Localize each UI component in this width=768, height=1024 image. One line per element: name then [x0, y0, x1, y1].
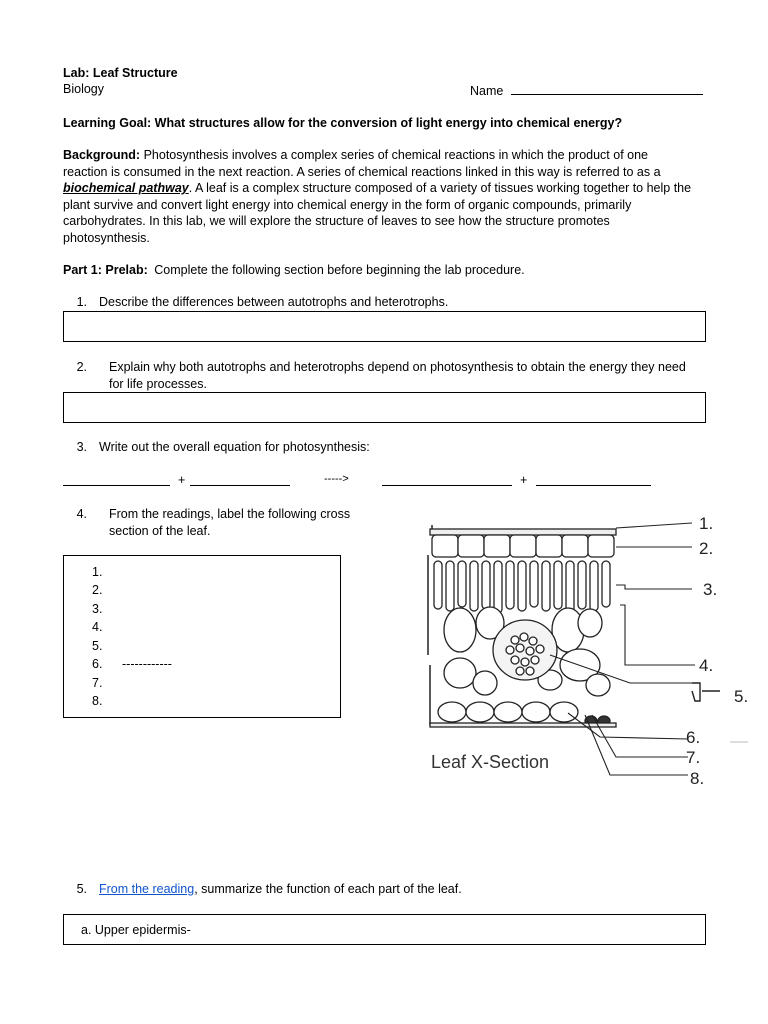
background-label: Background: — [63, 148, 141, 162]
learning-goal: Learning Goal: What structures allow for the conversion of light energy into chemical energy? — [63, 116, 623, 130]
diagram-caption: Leaf X-Section — [431, 752, 550, 772]
diagram-label-3: 3. — [703, 580, 718, 599]
summary-table-row[interactable] — [63, 914, 706, 945]
question-2-text: Explain why both autotrophs and heterotrophs depend on photosynthesis to obtain the energy they need for life processes. — [109, 360, 686, 391]
question-5-text: , summarize the function of each part of the leaf. — [194, 882, 462, 896]
diagram-label-4: 4. — [699, 656, 714, 675]
biochemical-pathway-term: biochemical pathway — [63, 181, 189, 195]
label-item-6: 6. — [92, 657, 103, 671]
name-field[interactable] — [511, 82, 703, 95]
plus-sign-1: + — [178, 473, 186, 487]
label-item-8: 8. — [92, 694, 103, 708]
label-item-1: 1. — [92, 565, 103, 579]
question-5-number: 5. — [76, 882, 87, 896]
label-item-7: 7. — [92, 676, 103, 690]
part1-label: Part 1: Prelab: — [63, 263, 148, 277]
answer-box-2[interactable] — [63, 392, 706, 423]
from-the-reading-link[interactable]: From the reading — [99, 882, 195, 896]
question-2 — [63, 359, 703, 392]
diagram-label-5: 5. — [734, 687, 749, 706]
question-4 — [63, 506, 383, 539]
question-2-number: 2. — [76, 360, 87, 374]
label-item-6-note: ------------ — [122, 657, 172, 671]
question-4-number: 4. — [76, 507, 87, 521]
part1-heading — [63, 263, 525, 277]
background-paragraph — [63, 147, 693, 246]
question-1-text: Describe the differences between autotrophs and heterotrophs. — [99, 295, 449, 309]
answer-box-1[interactable] — [63, 311, 706, 342]
upper-epidermis-item: a. Upper epidermis- — [81, 923, 191, 937]
question-3-number: 3. — [76, 440, 87, 454]
question-3 — [63, 440, 370, 454]
question-5 — [63, 882, 462, 896]
question-1-number: 1. — [76, 295, 87, 309]
question-3-text: Write out the overall equation for photosynthesis: — [99, 440, 370, 454]
subject: Biology — [63, 82, 104, 96]
reactant-1-blank[interactable] — [63, 485, 170, 486]
label-item-2: 2. — [92, 583, 103, 597]
part1-text: Complete the following section before beginning the lab procedure. — [154, 263, 525, 277]
label-item-5: 5. — [92, 639, 103, 653]
product-2-blank[interactable] — [536, 485, 651, 486]
diagram-label-1: 1. — [699, 514, 714, 533]
label-list-box[interactable] — [63, 555, 341, 718]
leaf-cross-section-diagram — [420, 505, 760, 795]
lab-title: Lab: Leaf Structure — [63, 66, 178, 80]
yields-arrow: -----> — [324, 473, 349, 485]
name-row — [470, 82, 703, 98]
reactant-2-blank[interactable] — [190, 485, 290, 486]
diagram-label-7: 7. — [686, 748, 701, 767]
plus-sign-2: + — [520, 473, 528, 487]
question-1 — [63, 295, 448, 309]
background-text-2: . A leaf is a complex structure composed of a variety of tissues working together to help the plant survive and convert light energy into chemical energy in the form of organic compounds, primarily carbohydrates. In this lab, we will explore the structure of leaves to see how the structure promotes photosynthesis. — [63, 181, 692, 245]
label-item-4: 4. — [92, 620, 103, 634]
diagram-label-8: 8. — [690, 769, 705, 788]
name-label: Name — [470, 84, 504, 98]
product-1-blank[interactable] — [382, 485, 512, 486]
background-text-1: Photosynthesis involves a complex series of chemical reactions in which the product of one reaction is consumed in the next reaction. A series of chemical reactions linked in this way is referred to as a — [63, 148, 661, 179]
diagram-label-2: 2. — [699, 539, 714, 558]
diagram-label-6: 6. — [686, 728, 701, 747]
label-item-3: 3. — [92, 602, 103, 616]
question-4-text: From the readings, label the following cross section of the leaf. — [109, 507, 351, 538]
